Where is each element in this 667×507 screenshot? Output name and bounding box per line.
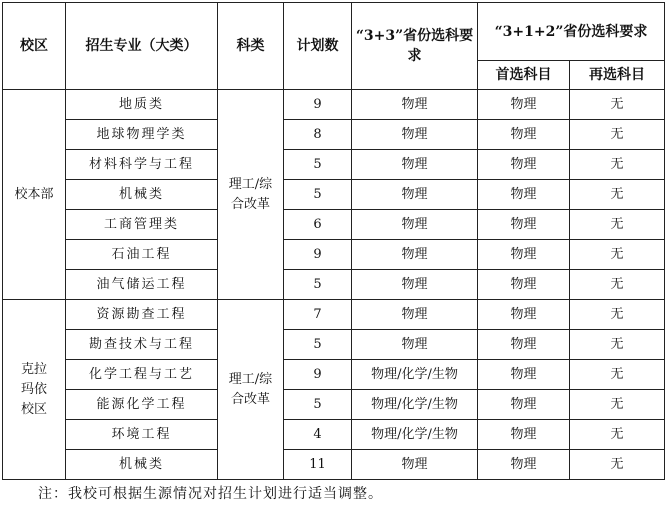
major-cell: 能源化学工程 xyxy=(66,390,218,420)
plan-count-cell: 11 xyxy=(284,450,352,480)
second-subject-cell: 无 xyxy=(570,120,665,150)
plan-count-cell: 5 xyxy=(284,180,352,210)
campus-cell: 克拉玛依校区 xyxy=(3,300,66,480)
first-subject-cell: 物理 xyxy=(478,330,570,360)
major-cell: 油气储运工程 xyxy=(66,270,218,300)
major-cell: 环境工程 xyxy=(66,420,218,450)
first-subject-cell: 物理 xyxy=(478,90,570,120)
major-cell: 机械类 xyxy=(66,450,218,480)
second-subject-cell: 无 xyxy=(570,390,665,420)
table-row xyxy=(3,240,665,270)
first-subject-cell: 物理 xyxy=(478,240,570,270)
requirement-3-3-cell: 物理/化学/生物 xyxy=(352,390,478,420)
first-subject-cell: 物理 xyxy=(478,420,570,450)
table-row xyxy=(3,210,665,240)
header-first-subject: 首选科目 xyxy=(478,61,570,90)
requirement-3-3-cell: 物理 xyxy=(352,300,478,330)
table-row xyxy=(3,360,665,390)
plan-count-cell: 5 xyxy=(284,390,352,420)
major-cell: 机械类 xyxy=(66,180,218,210)
requirement-3-3-cell: 物理 xyxy=(352,330,478,360)
header-plan-count: 计划数 xyxy=(284,3,352,90)
plan-count-cell: 7 xyxy=(284,300,352,330)
plan-count-cell: 5 xyxy=(284,150,352,180)
plan-count-cell: 4 xyxy=(284,420,352,450)
table-row xyxy=(3,90,665,120)
table-row xyxy=(3,270,665,300)
second-subject-cell: 无 xyxy=(570,180,665,210)
requirement-3-3-cell: 物理 xyxy=(352,90,478,120)
major-cell: 资源勘查工程 xyxy=(66,300,218,330)
category-cell: 理工/综合改革 xyxy=(218,90,284,300)
header-category: 科类 xyxy=(218,3,284,90)
table-row xyxy=(3,390,665,420)
requirement-3-3-cell: 物理/化学/生物 xyxy=(352,360,478,390)
table-row xyxy=(3,120,665,150)
header-second-subject: 再选科目 xyxy=(570,61,665,90)
plan-count-cell: 5 xyxy=(284,270,352,300)
major-cell: 工商管理类 xyxy=(66,210,218,240)
second-subject-cell: 无 xyxy=(570,90,665,120)
table-body xyxy=(3,90,665,480)
campus-cell: 校本部 xyxy=(3,90,66,300)
requirement-3-3-cell: 物理 xyxy=(352,210,478,240)
plan-count-cell: 9 xyxy=(284,360,352,390)
requirement-3-3-cell: 物理 xyxy=(352,150,478,180)
footnote: 注：我校可根据生源情况对招生计划进行适当调整。 xyxy=(38,486,383,502)
table-row xyxy=(3,420,665,450)
second-subject-cell: 无 xyxy=(570,210,665,240)
header-3-1-2-requirement: “3+1+2”省份选科要求 xyxy=(478,3,665,61)
header-3-3-requirement: “3+3”省份选科要求 xyxy=(352,3,478,90)
major-cell: 化学工程与工艺 xyxy=(66,360,218,390)
first-subject-cell: 物理 xyxy=(478,150,570,180)
first-subject-cell: 物理 xyxy=(478,210,570,240)
plan-count-cell: 6 xyxy=(284,210,352,240)
table-row xyxy=(3,150,665,180)
second-subject-cell: 无 xyxy=(570,360,665,390)
second-subject-cell: 无 xyxy=(570,420,665,450)
major-cell: 地球物理学类 xyxy=(66,120,218,150)
category-cell: 理工/综合改革 xyxy=(218,300,284,480)
table-row xyxy=(3,180,665,210)
plan-count-cell: 8 xyxy=(284,120,352,150)
plan-count-cell: 5 xyxy=(284,330,352,360)
requirement-3-3-cell: 物理 xyxy=(352,120,478,150)
table-row xyxy=(3,450,665,480)
enrollment-plan-table xyxy=(2,2,665,480)
requirement-3-3-cell: 物理/化学/生物 xyxy=(352,420,478,450)
major-cell: 材料科学与工程 xyxy=(66,150,218,180)
first-subject-cell: 物理 xyxy=(478,270,570,300)
plan-count-cell: 9 xyxy=(284,240,352,270)
header-campus: 校区 xyxy=(3,3,66,90)
requirement-3-3-cell: 物理 xyxy=(352,270,478,300)
plan-count-cell: 9 xyxy=(284,90,352,120)
first-subject-cell: 物理 xyxy=(478,300,570,330)
header-major: 招生专业（大类） xyxy=(66,3,218,90)
second-subject-cell: 无 xyxy=(570,300,665,330)
major-cell: 地质类 xyxy=(66,90,218,120)
first-subject-cell: 物理 xyxy=(478,390,570,420)
first-subject-cell: 物理 xyxy=(478,180,570,210)
first-subject-cell: 物理 xyxy=(478,120,570,150)
table-row xyxy=(3,330,665,360)
second-subject-cell: 无 xyxy=(570,270,665,300)
major-cell: 石油工程 xyxy=(66,240,218,270)
requirement-3-3-cell: 物理 xyxy=(352,450,478,480)
table-row xyxy=(3,300,665,330)
first-subject-cell: 物理 xyxy=(478,450,570,480)
requirement-3-3-cell: 物理 xyxy=(352,180,478,210)
first-subject-cell: 物理 xyxy=(478,360,570,390)
second-subject-cell: 无 xyxy=(570,450,665,480)
second-subject-cell: 无 xyxy=(570,150,665,180)
major-cell: 勘查技术与工程 xyxy=(66,330,218,360)
second-subject-cell: 无 xyxy=(570,330,665,360)
requirement-3-3-cell: 物理 xyxy=(352,240,478,270)
second-subject-cell: 无 xyxy=(570,240,665,270)
